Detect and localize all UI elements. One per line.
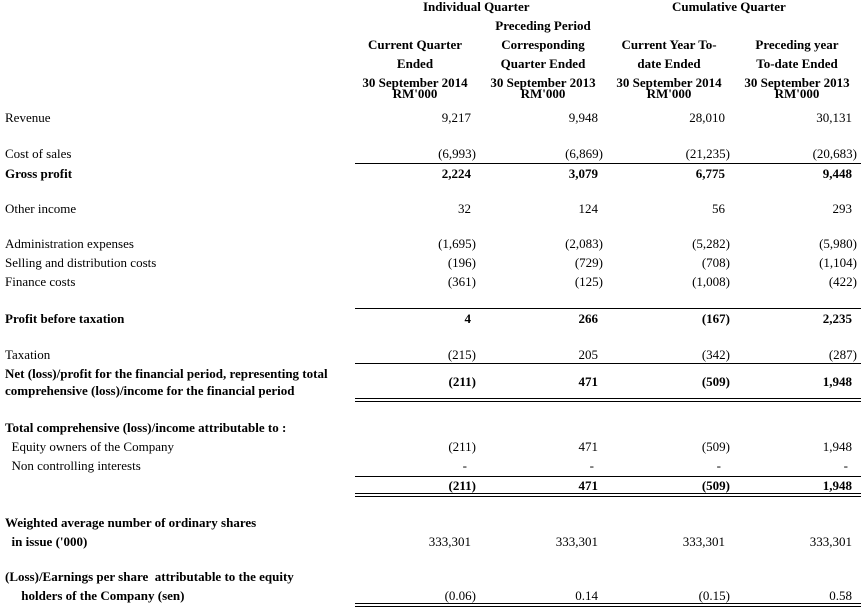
row-value: -	[589, 458, 594, 473]
row-value: 266	[578, 311, 598, 326]
row-value: 333,301	[682, 534, 725, 549]
row-value: 28,010	[689, 110, 725, 125]
row-value: (422)	[828, 274, 857, 289]
row-value: 9,948	[568, 110, 598, 125]
row-value: 471	[578, 439, 598, 454]
row-label: comprehensive (loss)/income for the financial period	[5, 383, 295, 398]
subtotal-rule	[355, 476, 861, 477]
row-value: 30,131	[816, 110, 852, 125]
row-label: (Loss)/Earnings per share attributable to the equity	[5, 569, 294, 584]
row-value: (6,869)	[565, 146, 603, 161]
row-value: 9,448	[822, 166, 852, 181]
row-value: (1,104)	[819, 255, 857, 270]
column-header-line: Ended	[396, 56, 434, 71]
row-label: Equity owners of the Company	[5, 439, 174, 454]
row-value: -	[843, 458, 848, 473]
row-value: 3,079	[568, 166, 598, 181]
column-header-line: Preceding Period	[495, 18, 591, 33]
row-value: 6,775	[695, 166, 725, 181]
row-value: 2,235	[822, 311, 852, 326]
column-header-line: RM'000	[520, 86, 566, 101]
row-label: Total comprehensive (loss)/income attributable to :	[5, 420, 287, 435]
column-header-line: RM'000	[646, 86, 692, 101]
row-value: (167)	[701, 311, 730, 326]
row-value: (196)	[447, 255, 476, 270]
row-value: (509)	[701, 439, 730, 454]
column-header-line: RM'000	[392, 86, 438, 101]
row-label: in issue ('000)	[5, 534, 88, 549]
row-value: 2,224	[441, 166, 471, 181]
row-value: 205	[578, 347, 598, 362]
subtotal-rule	[355, 308, 861, 309]
row-value: (5,980)	[819, 236, 857, 251]
group-header-cumulative-quarter: Cumulative Quarter	[672, 0, 786, 14]
row-value: 333,301	[428, 534, 471, 549]
row-value: (5,282)	[692, 236, 730, 251]
row-label: Other income	[5, 201, 77, 216]
row-value: (1,008)	[692, 274, 730, 289]
row-label: Net (loss)/profit for the financial period, representing total	[5, 366, 328, 381]
column-header-line: Corresponding	[501, 37, 585, 52]
column-header-line: 30 September 2014	[362, 75, 468, 90]
row-value: 333,301	[555, 534, 598, 549]
row-value: 1,948	[822, 439, 852, 454]
row-value: (509)	[701, 478, 730, 493]
row-value: (342)	[701, 347, 730, 362]
double-rule	[355, 493, 861, 497]
row-value: (361)	[447, 274, 476, 289]
row-label: Administration expenses	[5, 236, 134, 251]
column-header-line: Preceding year	[755, 37, 839, 52]
column-header-line: Quarter Ended	[500, 56, 586, 71]
group-header-individual-quarter: Individual Quarter	[423, 0, 530, 14]
column-header-line: Current Quarter	[368, 37, 462, 52]
row-value: -	[716, 458, 721, 473]
row-label: Non controlling interests	[5, 458, 141, 473]
row-label: Profit before taxation	[5, 311, 125, 326]
column-header-line: To-date Ended	[756, 56, 838, 71]
row-label: holders of the Company (sen)	[5, 588, 185, 603]
row-label: Finance costs	[5, 274, 76, 289]
row-value: (21,235)	[685, 146, 730, 161]
row-value: 471	[578, 374, 598, 389]
column-header-line: Current Year To-	[621, 37, 717, 52]
row-value: 471	[578, 478, 598, 493]
row-value: 1,948	[822, 478, 852, 493]
row-value: (211)	[448, 439, 476, 454]
double-rule	[355, 398, 861, 402]
row-value: (20,683)	[812, 146, 857, 161]
row-value: 293	[832, 201, 852, 216]
row-value: 32	[458, 201, 471, 216]
column-header-line: 30 September 2013	[490, 75, 596, 90]
subtotal-rule	[355, 363, 861, 364]
row-value: (6,993)	[438, 146, 476, 161]
row-label: Cost of sales	[5, 146, 72, 161]
row-value: 0.14	[575, 588, 598, 603]
row-value: 333,301	[809, 534, 852, 549]
row-value: 4	[464, 311, 471, 326]
column-header-line: date Ended	[637, 56, 701, 71]
row-value: 56	[712, 201, 725, 216]
double-rule	[355, 603, 861, 607]
row-value: (2,083)	[565, 236, 603, 251]
row-value: (125)	[574, 274, 603, 289]
row-label: Revenue	[5, 110, 51, 125]
column-header-line: 30 September 2013	[744, 75, 850, 90]
row-value: (1,695)	[438, 236, 476, 251]
row-value: (0.06)	[444, 588, 476, 603]
row-value: -	[462, 458, 467, 473]
row-label: Taxation	[5, 347, 51, 362]
row-value: (287)	[828, 347, 857, 362]
column-header-line: 30 September 2014	[616, 75, 722, 90]
row-label: Weighted average number of ordinary shares	[5, 515, 257, 530]
row-value: (729)	[574, 255, 603, 270]
row-value: 9,217	[441, 110, 471, 125]
row-value: (211)	[448, 374, 476, 389]
row-value: 0.58	[829, 588, 852, 603]
row-label: Gross profit	[5, 166, 73, 181]
column-header-line: RM'000	[774, 86, 820, 101]
row-value: 124	[578, 201, 598, 216]
row-value: (215)	[447, 347, 476, 362]
row-value: (708)	[701, 255, 730, 270]
row-value: (211)	[448, 478, 476, 493]
row-value: (509)	[701, 374, 730, 389]
subtotal-rule	[355, 163, 861, 164]
row-label: Selling and distribution costs	[5, 255, 157, 270]
row-value: (0.15)	[698, 588, 730, 603]
row-value: 1,948	[822, 374, 852, 389]
